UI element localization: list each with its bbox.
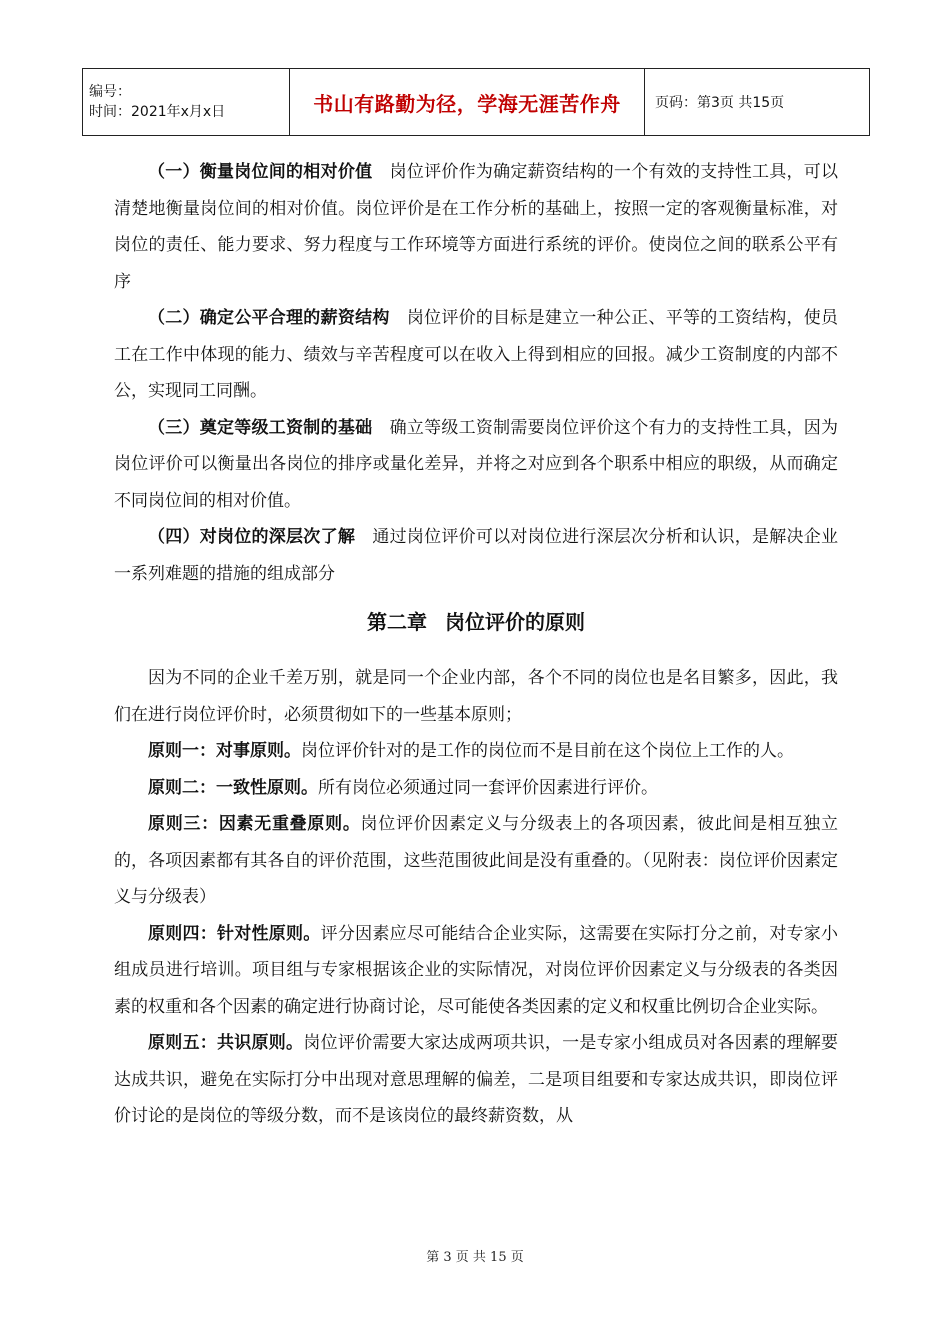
- principle-title: 原则四：针对性原则。: [148, 923, 321, 944]
- header-left-cell: [83, 69, 290, 136]
- section-title: （二）确定公平合理的薪资结构: [148, 308, 390, 328]
- motto: 书山有路勤为径，学海无涯苦作舟: [290, 69, 645, 136]
- date-label: 时间：2021年x月x日: [89, 104, 226, 120]
- principle-text: 岗位评价需要大家达成两项共识，一是专家小组成员对各因素的理解要达成共识，避免在实际打分中出现对意思理解的偏差，二是项目组要和专家达成共识，即岗位评价讨论的是岗位的等级分数，而不是该岗位的最终薪资数，从: [114, 1033, 839, 1126]
- section-paragraph: [114, 300, 838, 410]
- principle-title: 原则三：因素无重叠原则。: [148, 814, 361, 834]
- intro-paragraph: 因为不同的企业千差万别，就是同一个企业内部，各个不同的岗位也是名目繁多，因此，我们在进行岗位评价时，必须贯彻如下的一些基本原则；: [114, 668, 838, 725]
- section-text: 岗位评价作为确定薪资结构的一个有效的支持性工具，可以清楚地衡量岗位间的相对价值。岗位评价是在工作分析的基础上，按照一定的客观衡量标准，对岗位的责任、能力要求、努力程度与工作环境等方面进行系统的评价。使岗位之间的联系公平有序: [114, 162, 839, 292]
- header-table: [82, 68, 870, 136]
- section-title: （三）奠定等级工资制的基础: [148, 417, 373, 438]
- section-title: （四）对岗位的深层次了解: [148, 527, 356, 547]
- principle-paragraph: [114, 806, 838, 916]
- principle-text: 所有岗位必须通过同一套评价因素进行评价。: [318, 777, 658, 798]
- number-label: 编号：: [89, 84, 131, 100]
- principle-paragraph: [114, 916, 838, 1026]
- section-text: 确立等级工资制需要岗位评价这个有力的支持性工具，因为岗位评价可以衡量出各岗位的排序或量化差异，并将之对应到各个职系中相应的职级，从而确定不同岗位间的相对价值。: [114, 417, 839, 511]
- principle-paragraph: [114, 733, 838, 770]
- principle-paragraph: [114, 770, 838, 807]
- principle-text: 岗位评价因素定义与分级表上的各项因素，彼此间是相互独立的，各项因素都有其各自的评价范围，这些范围彼此间是没有重叠的。（见附表：岗位评价因素定义与分级表）: [114, 814, 839, 907]
- principle-title: 原则一：对事原则。: [148, 741, 301, 761]
- principle-title: 原则二：一致性原则。: [148, 777, 318, 798]
- chapter-number: 第二章: [367, 610, 427, 634]
- principle-text: 岗位评价针对的是工作的岗位而不是目前在这个岗位上工作的人。: [301, 741, 794, 761]
- document-body: [114, 154, 838, 1135]
- principle-paragraph: [114, 1025, 838, 1135]
- section-title: （一）衡量岗位间的相对价值: [148, 162, 373, 182]
- principle-text: 评分因素应尽可能结合企业实际，这需要在实际打分之前，对专家小组成员进行培训。项目组与专家根据该企业的实际情况，对岗位评价因素定义与分级表的各类因素的权重和各个因素的确定进行协商讨论，尽可能使各类因素的定义和权重比例切合企业实际。: [114, 923, 839, 1017]
- chapter-title: 岗位评价的原则: [445, 610, 585, 634]
- section-text: 岗位评价的目标是建立一种公正、平等的工资结构，使员工在工作中体现的能力、绩效与辛苦程度可以在收入上得到相应的回报。减少工资制度的内部不公，实现同工同酬。: [114, 308, 839, 401]
- page-info: 页码：第3页 共15页: [645, 69, 870, 136]
- section-paragraph: [114, 519, 838, 592]
- section-paragraph: [114, 410, 838, 520]
- section-text: 通过岗位评价可以对岗位进行深层次分析和认识，是解决企业一系列难题的措施的组成部分: [114, 527, 838, 584]
- principle-title: 原则五：共识原则。: [148, 1033, 304, 1053]
- page-footer: 第 3 页 共 15 页: [426, 1250, 524, 1265]
- section-paragraph: [114, 154, 838, 300]
- chapter-heading: [114, 606, 838, 638]
